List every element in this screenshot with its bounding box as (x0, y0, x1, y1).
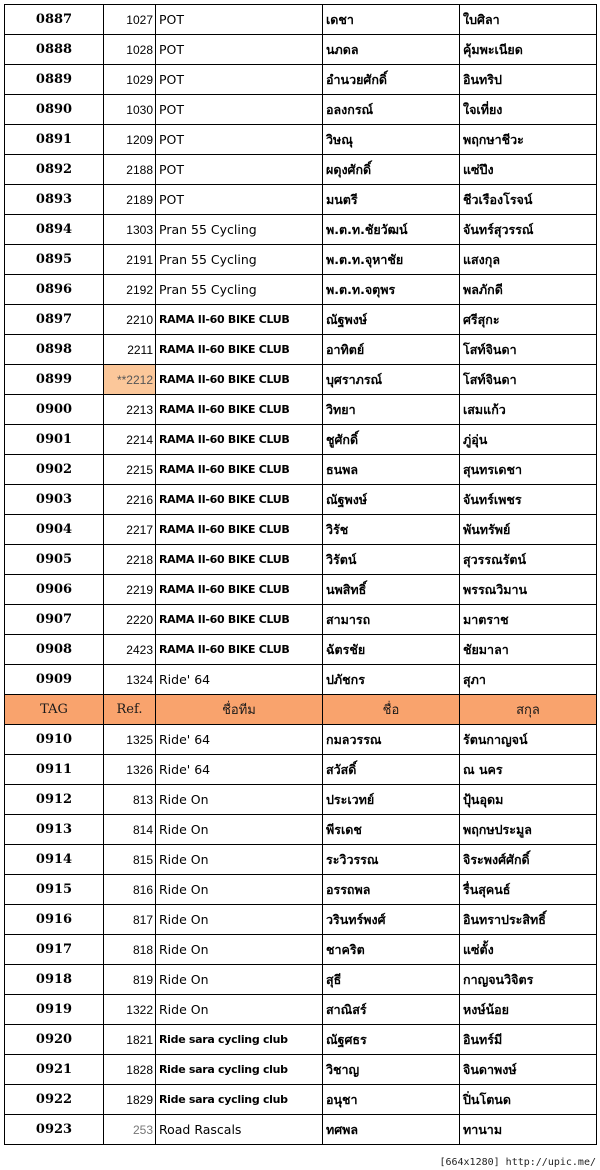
table-row (5, 485, 597, 515)
table-row (5, 935, 597, 965)
tag-cell: 0904 (5, 515, 104, 545)
tag-cell: 0910 (5, 725, 104, 755)
tag-cell: 0900 (5, 395, 104, 425)
last-name-cell: จินดาพงษ์ (460, 1055, 597, 1085)
team-cell: Pran 55 Cycling (156, 245, 323, 275)
tag-cell: 0908 (5, 635, 104, 665)
first-name-cell: ฉัตรชัย (323, 635, 460, 665)
ref-cell: 2188 (104, 155, 156, 185)
team-cell: RAMA II-60 BIKE CLUB (156, 515, 323, 545)
ref-cell: 1829 (104, 1085, 156, 1115)
table-row (5, 5, 597, 35)
tag-cell: 0919 (5, 995, 104, 1025)
last-name-cell: โสท์จินดา (460, 365, 597, 395)
table-row (5, 1025, 597, 1055)
tag-cell: 0901 (5, 425, 104, 455)
team-cell: POT (156, 185, 323, 215)
team-cell: RAMA II-60 BIKE CLUB (156, 305, 323, 335)
table-row (5, 305, 597, 335)
last-name-cell: รัตนกาญจน์ (460, 725, 597, 755)
team-cell: Ride On (156, 815, 323, 845)
team-cell: RAMA II-60 BIKE CLUB (156, 545, 323, 575)
tag-cell: 0903 (5, 485, 104, 515)
team-cell: RAMA II-60 BIKE CLUB (156, 575, 323, 605)
team-cell: POT (156, 125, 323, 155)
table-row (5, 245, 597, 275)
table-row (5, 575, 597, 605)
ref-cell: 819 (104, 965, 156, 995)
tag-cell: 0902 (5, 455, 104, 485)
ref-cell: 253 (104, 1115, 156, 1145)
first-name-cell: นพสิทธิ์ (323, 575, 460, 605)
table-row (5, 155, 597, 185)
last-name-cell: แซ่ตั้ง (460, 935, 597, 965)
tag-cell: 0888 (5, 35, 104, 65)
table-row (5, 65, 597, 95)
table-row (5, 95, 597, 125)
ref-cell: 818 (104, 935, 156, 965)
last-name-cell: สุวรรณรัตน์ (460, 545, 597, 575)
table-row (5, 1085, 597, 1115)
tag-cell: 0893 (5, 185, 104, 215)
tag-cell: 0894 (5, 215, 104, 245)
first-name-cell: ชาคริต (323, 935, 460, 965)
ref-cell: 1030 (104, 95, 156, 125)
ref-cell: 815 (104, 845, 156, 875)
ref-cell: 1303 (104, 215, 156, 245)
ref-cell: 813 (104, 785, 156, 815)
team-cell: RAMA II-60 BIKE CLUB (156, 635, 323, 665)
tag-cell: 0896 (5, 275, 104, 305)
tag-cell: 0909 (5, 665, 104, 695)
watermark-text: [664x1280] http://upic.me/ (439, 1157, 596, 1168)
team-cell: Ride sara cycling club (156, 1055, 323, 1085)
tag-cell: 0887 (5, 5, 104, 35)
first-name-cell: สาณิสร์ (323, 995, 460, 1025)
tag-cell: 0899 (5, 365, 104, 395)
ref-cell: 2215 (104, 455, 156, 485)
first-name-cell: วรินทร์พงศ์ (323, 905, 460, 935)
table-row (5, 545, 597, 575)
ref-cell: 2220 (104, 605, 156, 635)
team-cell: RAMA II-60 BIKE CLUB (156, 605, 323, 635)
ref-cell: 1029 (104, 65, 156, 95)
first-name-cell: ณัฐพงษ์ (323, 485, 460, 515)
tag-cell: 0889 (5, 65, 104, 95)
team-cell: RAMA II-60 BIKE CLUB (156, 395, 323, 425)
first-name-cell: สามารถ (323, 605, 460, 635)
first-name-cell: ระวิวรรณ (323, 845, 460, 875)
table-row (5, 965, 597, 995)
team-cell: POT (156, 95, 323, 125)
table-row (5, 755, 597, 785)
table-row (5, 605, 597, 635)
first-name-cell: พ.ต.ท.จุหาชัย (323, 245, 460, 275)
first-name-cell: ประเวทย์ (323, 785, 460, 815)
table-row (5, 455, 597, 485)
last-name-cell: หงษ์น้อย (460, 995, 597, 1025)
last-name-cell: ใจเที่ยง (460, 95, 597, 125)
last-name-cell: โสท์จินดา (460, 335, 597, 365)
first-name-cell: ณัฐพงษ์ (323, 305, 460, 335)
first-name-cell: อลงกรณ์ (323, 95, 460, 125)
first-name-cell: ณัฐศธร (323, 1025, 460, 1055)
ref-cell: 1027 (104, 5, 156, 35)
last-name-cell: ณ นคร (460, 755, 597, 785)
table-row (5, 815, 597, 845)
tag-cell: 0897 (5, 305, 104, 335)
ref-cell: 817 (104, 905, 156, 935)
last-name-cell: จิระพงศ์ศักดิ์ (460, 845, 597, 875)
last-name-cell: แซ่ปึง (460, 155, 597, 185)
first-name-cell: พีรเดช (323, 815, 460, 845)
team-cell: Ride On (156, 965, 323, 995)
table-row (5, 785, 597, 815)
last-name-cell: ใบศิลา (460, 5, 597, 35)
team-cell: Road Rascals (156, 1115, 323, 1145)
table-row (5, 335, 597, 365)
team-cell: Ride On (156, 875, 323, 905)
first-name-cell: อำนวยศักดิ์ (323, 65, 460, 95)
header-last-name: สกุล (460, 695, 597, 725)
team-cell: RAMA II-60 BIKE CLUB (156, 365, 323, 395)
ref-cell: 2218 (104, 545, 156, 575)
last-name-cell: ปุ้นอุดม (460, 785, 597, 815)
table-row (5, 275, 597, 305)
ref-cell: 2189 (104, 185, 156, 215)
team-cell: RAMA II-60 BIKE CLUB (156, 455, 323, 485)
table-row (5, 995, 597, 1025)
table-row (5, 215, 597, 245)
last-name-cell: กาญจนวิจิตร (460, 965, 597, 995)
team-cell: Pran 55 Cycling (156, 215, 323, 245)
first-name-cell: มนตรี (323, 185, 460, 215)
ref-cell: 1028 (104, 35, 156, 65)
tag-cell: 0918 (5, 965, 104, 995)
first-name-cell: ทศพล (323, 1115, 460, 1145)
last-name-cell: จันทร์เพชร (460, 485, 597, 515)
team-cell: POT (156, 65, 323, 95)
ref-cell: 1209 (104, 125, 156, 155)
header-ref: Ref. (104, 695, 156, 725)
last-name-cell: พลภักดี (460, 275, 597, 305)
last-name-cell: รื่นสุคนธ์ (460, 875, 597, 905)
tag-cell: 0913 (5, 815, 104, 845)
table-row (5, 425, 597, 455)
last-name-cell: เสมแก้ว (460, 395, 597, 425)
team-cell: POT (156, 155, 323, 185)
last-name-cell: ภู่อุ่น (460, 425, 597, 455)
first-name-cell: ปภัชกร (323, 665, 460, 695)
team-cell: RAMA II-60 BIKE CLUB (156, 485, 323, 515)
tag-cell: 0923 (5, 1115, 104, 1145)
table-row (5, 185, 597, 215)
last-name-cell: ศรีสุกะ (460, 305, 597, 335)
last-name-cell: พรรณวิมาน (460, 575, 597, 605)
first-name-cell: อรรถพล (323, 875, 460, 905)
table-row (5, 725, 597, 755)
team-cell: RAMA II-60 BIKE CLUB (156, 425, 323, 455)
first-name-cell: กมลวรรณ (323, 725, 460, 755)
ref-cell: **2212 (104, 365, 156, 395)
table-row (5, 635, 597, 665)
ref-cell: 2213 (104, 395, 156, 425)
first-name-cell: วิทยา (323, 395, 460, 425)
last-name-cell: จันทร์สุวรรณ์ (460, 215, 597, 245)
team-cell: Ride' 64 (156, 755, 323, 785)
first-name-cell: อาทิตย์ (323, 335, 460, 365)
table-row (5, 395, 597, 425)
first-name-cell: อนุชา (323, 1085, 460, 1115)
last-name-cell: ทานาม (460, 1115, 597, 1145)
table-row (5, 515, 597, 545)
team-cell: Pran 55 Cycling (156, 275, 323, 305)
ref-cell: 2219 (104, 575, 156, 605)
tag-cell: 0916 (5, 905, 104, 935)
tag-cell: 0922 (5, 1085, 104, 1115)
ref-cell: 2216 (104, 485, 156, 515)
table-row (5, 1055, 597, 1085)
table-header (5, 695, 597, 725)
team-cell: Ride sara cycling club (156, 1025, 323, 1055)
tag-cell: 0898 (5, 335, 104, 365)
tag-cell: 0890 (5, 95, 104, 125)
team-cell: Ride On (156, 905, 323, 935)
table-row (5, 905, 597, 935)
first-name-cell: วิชาญ (323, 1055, 460, 1085)
ref-cell: 1326 (104, 755, 156, 785)
first-name-cell: พ.ต.ท.จตุพร (323, 275, 460, 305)
tag-cell: 0915 (5, 875, 104, 905)
table-row (5, 875, 597, 905)
ref-cell: 1828 (104, 1055, 156, 1085)
header-tag: TAG (5, 695, 104, 725)
first-name-cell: สุธี (323, 965, 460, 995)
first-name-cell: นภดล (323, 35, 460, 65)
team-cell: Ride On (156, 995, 323, 1025)
ref-cell: 2210 (104, 305, 156, 335)
ref-cell: 2191 (104, 245, 156, 275)
team-cell: Ride' 64 (156, 725, 323, 755)
team-cell: Ride On (156, 785, 323, 815)
first-name-cell: ชูศักดิ์ (323, 425, 460, 455)
team-cell: Ride On (156, 935, 323, 965)
ref-cell: 1821 (104, 1025, 156, 1055)
last-name-cell: พฤกษประมูล (460, 815, 597, 845)
first-name-cell: ธนพล (323, 455, 460, 485)
last-name-cell: อินทราประสิทธิ์ (460, 905, 597, 935)
last-name-cell: ชัยมาลา (460, 635, 597, 665)
last-name-cell: ชีวเรืองโรจน์ (460, 185, 597, 215)
table-row (5, 1115, 597, 1145)
table-row (5, 365, 597, 395)
tag-cell: 0911 (5, 755, 104, 785)
last-name-cell: สุภา (460, 665, 597, 695)
ref-cell: 2211 (104, 335, 156, 365)
last-name-cell: ปิ่นโตนด (460, 1085, 597, 1115)
tag-cell: 0920 (5, 1025, 104, 1055)
ref-cell: 2192 (104, 275, 156, 305)
header-first-name: ชื่อ (323, 695, 460, 725)
tag-cell: 0912 (5, 785, 104, 815)
team-cell: Ride sara cycling club (156, 1085, 323, 1115)
table-row (5, 845, 597, 875)
tag-cell: 0907 (5, 605, 104, 635)
tag-cell: 0917 (5, 935, 104, 965)
ref-cell: 816 (104, 875, 156, 905)
header-team: ชื่อทีม (156, 695, 323, 725)
ref-cell: 2423 (104, 635, 156, 665)
last-name-cell: มาตราช (460, 605, 597, 635)
last-name-cell: แสงกุล (460, 245, 597, 275)
ref-cell: 1322 (104, 995, 156, 1025)
ref-cell: 814 (104, 815, 156, 845)
first-name-cell: เดชา (323, 5, 460, 35)
team-cell: Ride On (156, 845, 323, 875)
team-cell: POT (156, 35, 323, 65)
ref-cell: 1324 (104, 665, 156, 695)
tag-cell: 0895 (5, 245, 104, 275)
last-name-cell: คุ้มพะเนียด (460, 35, 597, 65)
table-row (5, 125, 597, 155)
tag-cell: 0921 (5, 1055, 104, 1085)
table-row (5, 665, 597, 695)
team-cell: Ride' 64 (156, 665, 323, 695)
last-name-cell: พฤกษาชีวะ (460, 125, 597, 155)
tag-cell: 0905 (5, 545, 104, 575)
last-name-cell: อินทริป (460, 65, 597, 95)
tag-cell: 0906 (5, 575, 104, 605)
tag-cell: 0892 (5, 155, 104, 185)
first-name-cell: ผดุงศักดิ์ (323, 155, 460, 185)
ref-cell: 2214 (104, 425, 156, 455)
last-name-cell: สุนทรเดชา (460, 455, 597, 485)
team-cell: RAMA II-60 BIKE CLUB (156, 335, 323, 365)
table-body-bottom (5, 725, 597, 1145)
tag-cell: 0914 (5, 845, 104, 875)
first-name-cell: สวัสดิ์ (323, 755, 460, 785)
last-name-cell: อินทร์มี (460, 1025, 597, 1055)
tag-cell: 0891 (5, 125, 104, 155)
first-name-cell: พ.ต.ท.ชัยวัฒน์ (323, 215, 460, 245)
team-cell: POT (156, 5, 323, 35)
header-row (5, 695, 597, 725)
ref-cell: 2217 (104, 515, 156, 545)
first-name-cell: วิษณุ (323, 125, 460, 155)
last-name-cell: พันทรัพย์ (460, 515, 597, 545)
table-row (5, 35, 597, 65)
table-body-top (5, 5, 597, 695)
registration-table (4, 4, 597, 1145)
ref-cell: 1325 (104, 725, 156, 755)
first-name-cell: วิรัช (323, 515, 460, 545)
first-name-cell: บุศราภรณ์ (323, 365, 460, 395)
first-name-cell: วิรัตน์ (323, 545, 460, 575)
